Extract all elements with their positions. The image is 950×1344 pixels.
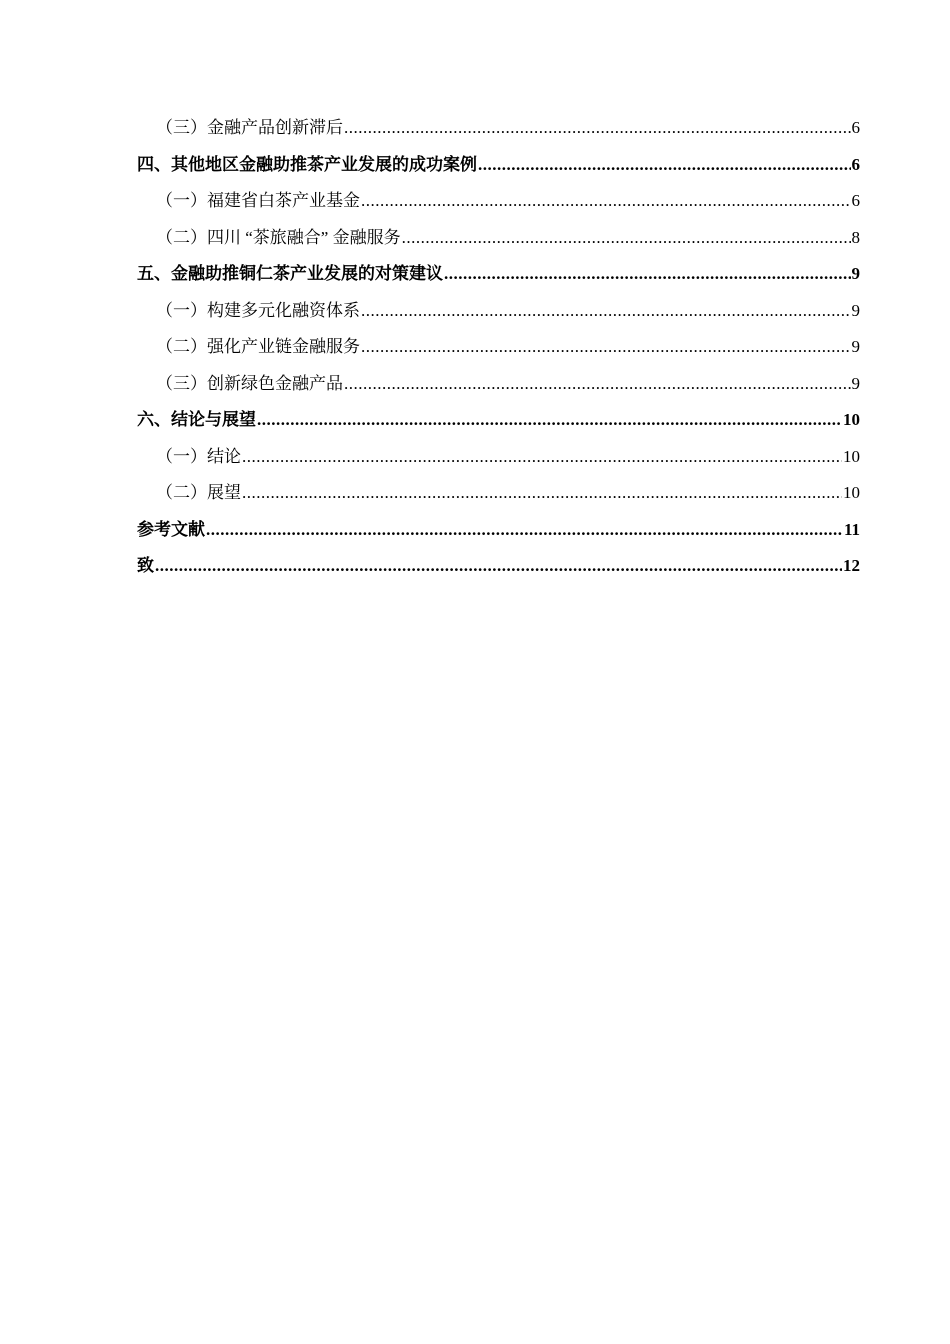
toc-dot-leader — [155, 548, 842, 585]
toc-page-number: 6 — [851, 118, 860, 137]
toc-page-number: 10 — [843, 410, 860, 429]
toc-entry[interactable] — [137, 475, 860, 512]
toc-dot-leader — [206, 512, 843, 549]
toc-page-number: 11 — [843, 519, 860, 539]
toc-dot-leader — [242, 439, 842, 476]
toc-dot-leader — [402, 220, 851, 257]
toc-dot-leader — [361, 183, 851, 220]
toc-entry[interactable] — [137, 220, 860, 257]
toc-entry-title: 五、金融助推铜仁茶产业发展的对策建议 — [137, 264, 443, 283]
toc-page-number: 10 — [843, 446, 860, 466]
toc-dot-leader — [478, 147, 851, 184]
toc-entry-title: （三）金融产品创新滞后 — [156, 118, 343, 137]
toc-entry-title: （二）强化产业链金融服务 — [156, 337, 360, 356]
toc-entry[interactable] — [137, 439, 860, 476]
table-of-contents — [137, 110, 860, 585]
toc-entry[interactable] — [137, 512, 860, 549]
toc-entry[interactable] — [137, 256, 860, 293]
toc-entry-title: （二）展望 — [156, 483, 241, 502]
toc-entry-title: （一）结论 — [156, 446, 241, 466]
toc-page-number: 8 — [851, 227, 860, 247]
toc-dot-leader — [344, 110, 851, 147]
toc-page-number: 9 — [851, 337, 860, 356]
toc-entry[interactable] — [137, 548, 860, 585]
toc-page-number: 10 — [843, 483, 860, 502]
toc-entry-title: 致 — [137, 556, 154, 575]
toc-entry[interactable] — [137, 110, 860, 147]
toc-dot-leader — [242, 475, 842, 512]
toc-dot-leader — [344, 366, 851, 403]
toc-entry[interactable] — [137, 183, 860, 220]
toc-page-number: 12 — [843, 556, 860, 575]
toc-entry-title: （一）福建省白茶产业基金 — [156, 191, 360, 210]
toc-dot-leader — [257, 402, 842, 439]
toc-page-number: 6 — [851, 154, 860, 174]
toc-entry[interactable] — [137, 402, 860, 439]
toc-dot-leader — [361, 329, 851, 366]
toc-entry-title: 六、结论与展望 — [137, 410, 256, 429]
toc-entry-title: （一）构建多元化融资体系 — [156, 300, 360, 320]
toc-entry-title: （二）四川 “茶旅融合” 金融服务 — [156, 227, 401, 247]
toc-entry-title: （三）创新绿色金融产品 — [156, 373, 343, 393]
toc-page-number: 6 — [851, 191, 860, 210]
toc-entry-title: 参考文献 — [137, 519, 205, 539]
toc-entry[interactable] — [137, 293, 860, 330]
toc-entry[interactable] — [137, 147, 860, 184]
toc-entry-title: 四、其他地区金融助推茶产业发展的成功案例 — [137, 154, 477, 174]
toc-dot-leader — [361, 293, 851, 330]
toc-entry[interactable] — [137, 329, 860, 366]
toc-page-number: 9 — [851, 373, 860, 393]
toc-entry[interactable] — [137, 366, 860, 403]
toc-page-number: 9 — [851, 300, 860, 320]
toc-dot-leader — [444, 256, 851, 293]
toc-page-number: 9 — [851, 264, 860, 283]
